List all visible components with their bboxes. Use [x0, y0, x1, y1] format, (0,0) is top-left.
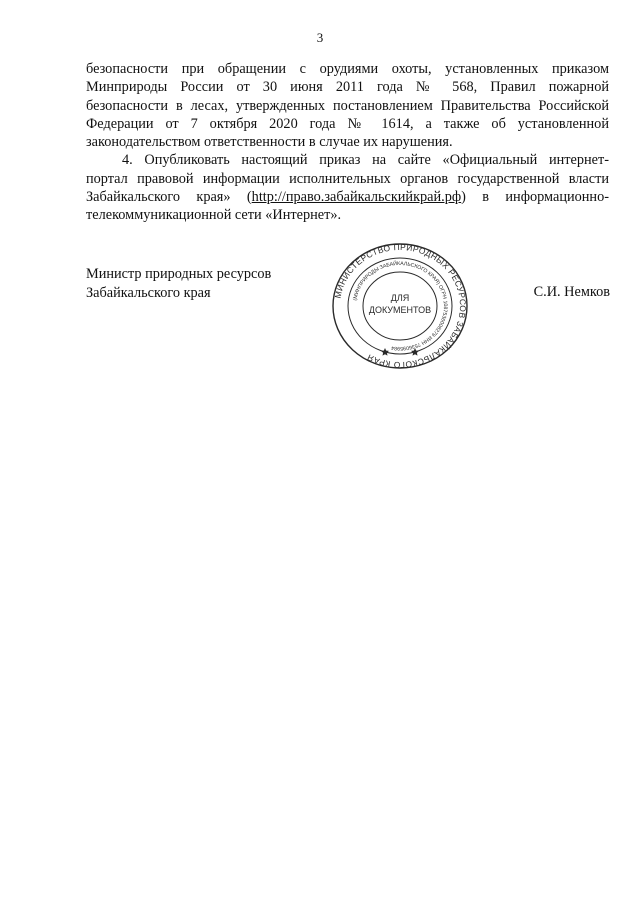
position-line: Министр природных ресурсов — [86, 266, 272, 282]
stamp-inner-text: (МИНПРИРОДЫ ЗАБАЙКАЛЬСКОГО КРАЯ) ОГРН 1087536008279 ИНН 7536095984 — [352, 260, 449, 352]
text-line: безопасности в лесах, утвержденных постановлением Правительства Российской — [86, 97, 609, 114]
stamp-outer-text: МИНИСТЕРСТВО ПРИРОДНЫХ РЕСУРСОВ ЗАБАЙКАЛЬСКОГО КРАЯ — [332, 241, 469, 371]
paragraph-4 — [86, 151, 609, 224]
text-line: Минприроды России от 30 июня 2011 года № 568, Правил пожарной — [86, 79, 609, 96]
stamp-graphic — [330, 241, 470, 371]
text-line: телекоммуникационной сети «Интернет». — [86, 207, 342, 224]
text-line: портал правовой информации исполнительных органов государственной власти — [86, 170, 609, 187]
text-line: законодательством ответственности в случае их нарушения. — [86, 134, 453, 151]
stamp-center-line: ДЛЯ — [390, 293, 410, 303]
stamp-center-line: ДОКУМЕНТОВ — [368, 305, 432, 315]
page-number: 3 — [316, 30, 324, 45]
website-link[interactable]: http://право.забайкальскийкрай.рф — [251, 189, 462, 206]
text-line: 4. Опубликовать настоящий приказ на сайте «Официальный интернет- — [122, 152, 609, 169]
document-body — [86, 60, 609, 225]
position-line: Забайкальского края — [86, 285, 211, 301]
text-fragment: Забайкальского края» ( — [86, 189, 252, 206]
text-line: Федерации от 7 октября 2020 года № 1614, а также об установленной — [86, 115, 609, 132]
star-icon — [381, 348, 389, 356]
text-line: безопасности при обращении с орудиями охоты, установленных приказом — [86, 61, 609, 77]
text-line-with-link — [86, 188, 609, 206]
text-fragment: ) в информационно- — [461, 189, 609, 206]
signatory-name: С.И. Немков — [533, 284, 610, 300]
official-stamp — [330, 241, 470, 371]
signatory-position — [86, 265, 271, 303]
paragraph-continuation — [86, 60, 609, 151]
